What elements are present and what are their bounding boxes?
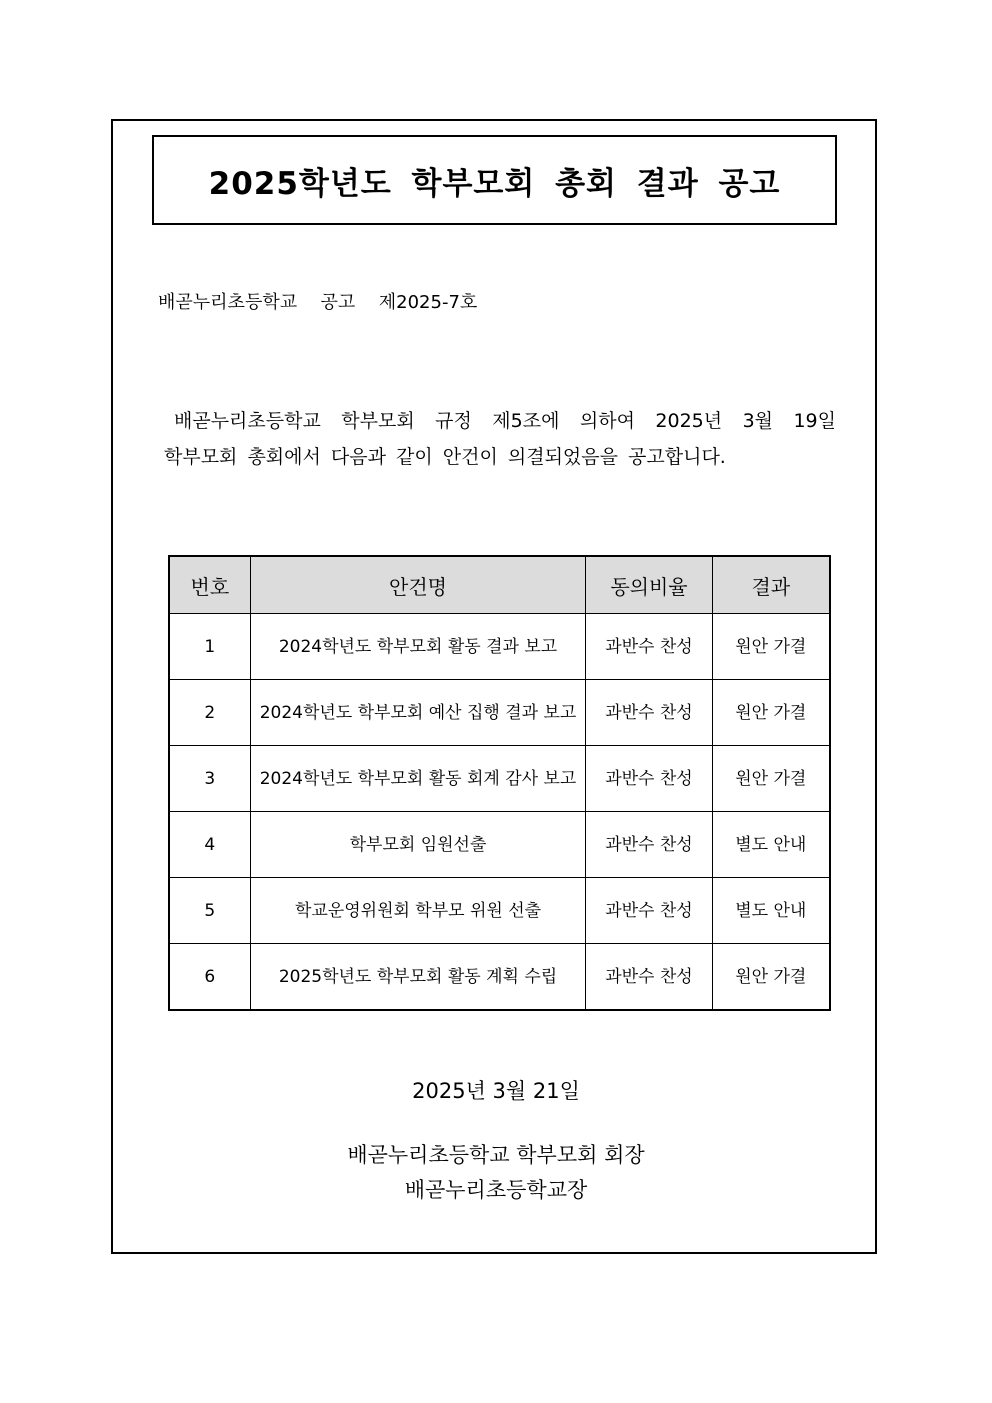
row-number: 2	[169, 680, 250, 746]
row-result: 원안 가결	[712, 746, 830, 812]
row-number: 6	[169, 944, 250, 1011]
row-approval-ratio: 과반수 찬성	[586, 680, 712, 746]
row-number: 5	[169, 878, 250, 944]
header-approval-ratio: 동의비율	[586, 556, 712, 614]
row-approval-ratio: 과반수 찬성	[586, 812, 712, 878]
notice-number: 배곧누리초등학교 공고 제2025-7호	[158, 292, 478, 313]
row-result: 별도 안내	[712, 878, 830, 944]
notice-paragraph	[164, 403, 836, 475]
header-number: 번호	[169, 556, 250, 614]
row-agenda-name: 학부모회 임원선출	[250, 812, 586, 878]
header-agenda-name: 안건명	[250, 556, 586, 614]
table-row	[169, 614, 830, 680]
row-agenda-name: 2024학년도 학부모회 활동 결과 보고	[250, 614, 586, 680]
table-row	[169, 878, 830, 944]
table-row	[169, 812, 830, 878]
table-header-row	[169, 556, 830, 614]
row-number: 4	[169, 812, 250, 878]
row-agenda-name: 2024학년도 학부모회 활동 회계 감사 보고	[250, 746, 586, 812]
header-result: 결과	[712, 556, 830, 614]
paragraph-line-2: 학부모회 총회에서 다음과 같이 안건이 의결되었음을 공고합니다.	[164, 446, 726, 468]
row-number: 1	[169, 614, 250, 680]
signature-block	[0, 1138, 992, 1208]
table-row	[169, 680, 830, 746]
row-approval-ratio: 과반수 찬성	[586, 746, 712, 812]
table-row	[169, 944, 830, 1011]
row-approval-ratio: 과반수 찬성	[586, 614, 712, 680]
signature-parent-association-president: 배곧누리초등학교 학부모회 회장	[347, 1143, 645, 1167]
agenda-table	[168, 555, 831, 1011]
row-result: 원안 가결	[712, 680, 830, 746]
table-row	[169, 746, 830, 812]
row-agenda-name: 2025학년도 학부모회 활동 계획 수립	[250, 944, 586, 1011]
row-approval-ratio: 과반수 찬성	[586, 944, 712, 1011]
page-title: 2025학년도 학부모회 총회 결과 공고	[208, 165, 781, 202]
row-approval-ratio: 과반수 찬성	[586, 878, 712, 944]
paragraph-line-1: 배곧누리초등학교 학부모회 규정 제5조에 의하여 2025년 3월 19일	[174, 410, 836, 432]
row-result: 원안 가결	[712, 614, 830, 680]
title-box	[152, 135, 837, 225]
row-result: 별도 안내	[712, 812, 830, 878]
notice-date: 2025년 3월 21일	[412, 1079, 580, 1103]
row-agenda-name: 2024학년도 학부모회 예산 집행 결과 보고	[250, 680, 586, 746]
signature-principal: 배곧누리초등학교장	[404, 1178, 588, 1202]
row-number: 3	[169, 746, 250, 812]
row-result: 원안 가결	[712, 944, 830, 1011]
row-agenda-name: 학교운영위원회 학부모 위원 선출	[250, 878, 586, 944]
